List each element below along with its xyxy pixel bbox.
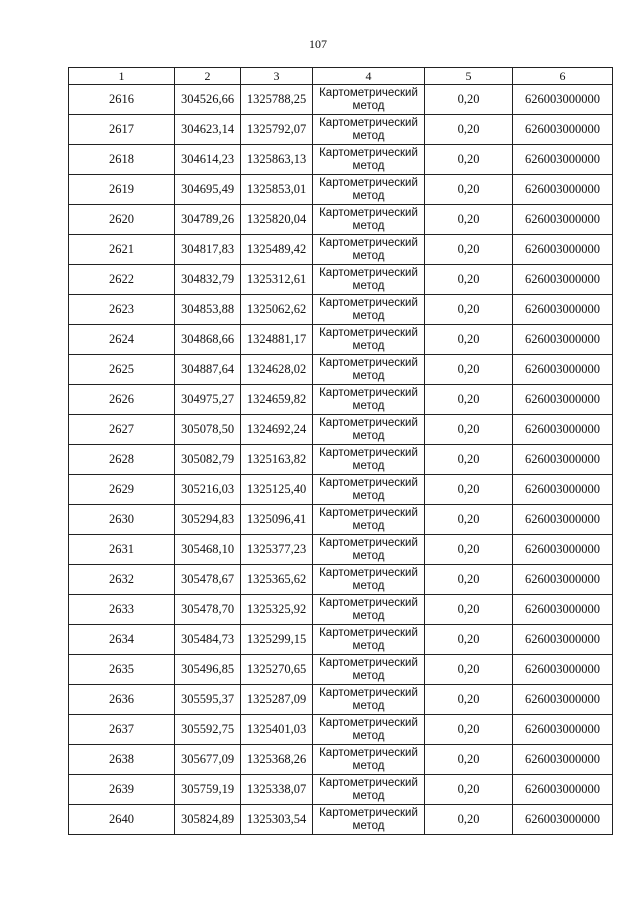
x-coordinate-cell: 304789,26 — [175, 205, 241, 235]
method-cell — [313, 355, 425, 385]
point-number-cell: 2633 — [69, 595, 175, 625]
code-cell: 626003000000 — [513, 235, 613, 265]
code-cell: 626003000000 — [513, 715, 613, 745]
point-number-cell: 2634 — [69, 625, 175, 655]
method-line-2: метод — [352, 369, 385, 382]
method-cell — [313, 715, 425, 745]
method-cell — [313, 775, 425, 805]
x-coordinate-cell: 305484,73 — [175, 625, 241, 655]
x-coordinate-cell: 304695,49 — [175, 175, 241, 205]
y-coordinate-cell: 1325377,23 — [241, 535, 313, 565]
coordinates-table — [68, 67, 613, 835]
method-line-1: Картометрический — [319, 596, 418, 609]
accuracy-cell: 0,20 — [425, 205, 513, 235]
x-coordinate-cell: 305824,89 — [175, 805, 241, 835]
point-number-cell: 2628 — [69, 445, 175, 475]
method-line-2: метод — [352, 759, 385, 772]
accuracy-cell: 0,20 — [425, 445, 513, 475]
method-cell — [313, 745, 425, 775]
x-coordinate-cell: 304614,23 — [175, 145, 241, 175]
method-line-2: метод — [352, 699, 385, 712]
point-number-cell: 2623 — [69, 295, 175, 325]
method-line-1: Картометрический — [319, 416, 418, 429]
x-coordinate-cell: 304853,88 — [175, 295, 241, 325]
header-col-2: 2 — [175, 68, 241, 85]
table-row — [69, 265, 613, 295]
y-coordinate-cell: 1325338,07 — [241, 775, 313, 805]
point-number-cell: 2640 — [69, 805, 175, 835]
y-coordinate-cell: 1325489,42 — [241, 235, 313, 265]
y-coordinate-cell: 1324659,82 — [241, 385, 313, 415]
x-coordinate-cell: 305496,85 — [175, 655, 241, 685]
method-line-2: метод — [352, 579, 385, 592]
table-row — [69, 145, 613, 175]
method-line-2: метод — [352, 249, 385, 262]
code-cell: 626003000000 — [513, 595, 613, 625]
method-line-2: метод — [352, 129, 385, 142]
point-number-cell: 2636 — [69, 685, 175, 715]
table-row — [69, 775, 613, 805]
code-cell: 626003000000 — [513, 655, 613, 685]
method-cell — [313, 685, 425, 715]
x-coordinate-cell: 305595,37 — [175, 685, 241, 715]
accuracy-cell: 0,20 — [425, 85, 513, 115]
point-number-cell: 2632 — [69, 565, 175, 595]
method-line-2: метод — [352, 99, 385, 112]
accuracy-cell: 0,20 — [425, 775, 513, 805]
method-cell — [313, 595, 425, 625]
table-row — [69, 415, 613, 445]
code-cell: 626003000000 — [513, 385, 613, 415]
method-line-1: Картометрический — [319, 776, 418, 789]
method-line-1: Картометрический — [319, 356, 418, 369]
point-number-cell: 2629 — [69, 475, 175, 505]
y-coordinate-cell: 1325303,54 — [241, 805, 313, 835]
code-cell: 626003000000 — [513, 445, 613, 475]
method-cell — [313, 475, 425, 505]
method-line-2: метод — [352, 459, 385, 472]
accuracy-cell: 0,20 — [425, 805, 513, 835]
code-cell: 626003000000 — [513, 85, 613, 115]
point-number-cell: 2631 — [69, 535, 175, 565]
page-number: 107 — [309, 37, 327, 51]
table-row — [69, 625, 613, 655]
y-coordinate-cell: 1325312,61 — [241, 265, 313, 295]
x-coordinate-cell: 304868,66 — [175, 325, 241, 355]
method-cell — [313, 115, 425, 145]
point-number-cell: 2616 — [69, 85, 175, 115]
point-number-cell: 2635 — [69, 655, 175, 685]
code-cell: 626003000000 — [513, 415, 613, 445]
point-number-cell: 2625 — [69, 355, 175, 385]
method-cell — [313, 265, 425, 295]
code-cell: 626003000000 — [513, 685, 613, 715]
method-line-1: Картометрический — [319, 476, 418, 489]
method-line-1: Картометрический — [319, 146, 418, 159]
method-cell — [313, 295, 425, 325]
table-row — [69, 385, 613, 415]
accuracy-cell: 0,20 — [425, 415, 513, 445]
method-line-1: Картометрический — [319, 386, 418, 399]
point-number-cell: 2630 — [69, 505, 175, 535]
method-line-1: Картометрический — [319, 506, 418, 519]
method-line-2: метод — [352, 609, 385, 622]
method-line-2: метод — [352, 819, 385, 832]
code-cell: 626003000000 — [513, 625, 613, 655]
x-coordinate-cell: 304832,79 — [175, 265, 241, 295]
accuracy-cell: 0,20 — [425, 505, 513, 535]
x-coordinate-cell: 305478,70 — [175, 595, 241, 625]
accuracy-cell: 0,20 — [425, 565, 513, 595]
accuracy-cell: 0,20 — [425, 745, 513, 775]
code-cell: 626003000000 — [513, 775, 613, 805]
header-col-4: 4 — [313, 68, 425, 85]
method-cell — [313, 175, 425, 205]
header-row — [69, 68, 613, 85]
table-row — [69, 595, 613, 625]
y-coordinate-cell: 1324881,17 — [241, 325, 313, 355]
method-line-1: Картометрический — [319, 236, 418, 249]
x-coordinate-cell: 305468,10 — [175, 535, 241, 565]
method-line-1: Картометрический — [319, 176, 418, 189]
accuracy-cell: 0,20 — [425, 685, 513, 715]
method-line-1: Картометрический — [319, 656, 418, 669]
method-line-2: метод — [352, 669, 385, 682]
code-cell: 626003000000 — [513, 265, 613, 295]
method-line-1: Картометрический — [319, 86, 418, 99]
table-row — [69, 475, 613, 505]
method-line-2: метод — [352, 339, 385, 352]
method-line-2: метод — [352, 219, 385, 232]
header-col-6: 6 — [513, 68, 613, 85]
method-line-1: Картометрический — [319, 536, 418, 549]
point-number-cell: 2639 — [69, 775, 175, 805]
table-row — [69, 175, 613, 205]
method-line-2: метод — [352, 549, 385, 562]
method-line-2: метод — [352, 519, 385, 532]
table-row — [69, 535, 613, 565]
method-line-1: Картометрический — [319, 206, 418, 219]
x-coordinate-cell: 305592,75 — [175, 715, 241, 745]
method-line-1: Картометрический — [319, 686, 418, 699]
x-coordinate-cell: 304623,14 — [175, 115, 241, 145]
method-cell — [313, 415, 425, 445]
table-row — [69, 655, 613, 685]
code-cell: 626003000000 — [513, 355, 613, 385]
x-coordinate-cell: 305677,09 — [175, 745, 241, 775]
y-coordinate-cell: 1324628,02 — [241, 355, 313, 385]
method-cell — [313, 625, 425, 655]
method-cell — [313, 505, 425, 535]
method-cell — [313, 85, 425, 115]
header-col-5: 5 — [425, 68, 513, 85]
x-coordinate-cell: 305078,50 — [175, 415, 241, 445]
code-cell: 626003000000 — [513, 175, 613, 205]
code-cell: 626003000000 — [513, 325, 613, 355]
method-line-2: метод — [352, 729, 385, 742]
method-line-1: Картометрический — [319, 116, 418, 129]
table-row — [69, 715, 613, 745]
accuracy-cell: 0,20 — [425, 355, 513, 385]
y-coordinate-cell: 1325125,40 — [241, 475, 313, 505]
point-number-cell: 2619 — [69, 175, 175, 205]
method-line-2: метод — [352, 189, 385, 202]
point-number-cell: 2637 — [69, 715, 175, 745]
y-coordinate-cell: 1325062,62 — [241, 295, 313, 325]
accuracy-cell: 0,20 — [425, 115, 513, 145]
table-row — [69, 235, 613, 265]
table-row — [69, 805, 613, 835]
point-number-cell: 2627 — [69, 415, 175, 445]
method-line-1: Картометрический — [319, 566, 418, 579]
code-cell: 626003000000 — [513, 565, 613, 595]
method-line-1: Картометрический — [319, 626, 418, 639]
accuracy-cell: 0,20 — [425, 535, 513, 565]
table-row — [69, 445, 613, 475]
accuracy-cell: 0,20 — [425, 715, 513, 745]
header-col-1: 1 — [69, 68, 175, 85]
point-number-cell: 2626 — [69, 385, 175, 415]
code-cell: 626003000000 — [513, 745, 613, 775]
table-row — [69, 295, 613, 325]
y-coordinate-cell: 1325863,13 — [241, 145, 313, 175]
method-cell — [313, 145, 425, 175]
code-cell: 626003000000 — [513, 295, 613, 325]
accuracy-cell: 0,20 — [425, 385, 513, 415]
y-coordinate-cell: 1324692,24 — [241, 415, 313, 445]
table-row — [69, 685, 613, 715]
method-cell — [313, 385, 425, 415]
method-cell — [313, 205, 425, 235]
x-coordinate-cell: 305294,83 — [175, 505, 241, 535]
x-coordinate-cell: 304526,66 — [175, 85, 241, 115]
method-cell — [313, 805, 425, 835]
table-row — [69, 505, 613, 535]
point-number-cell: 2620 — [69, 205, 175, 235]
code-cell: 626003000000 — [513, 475, 613, 505]
method-cell — [313, 325, 425, 355]
method-line-2: метод — [352, 159, 385, 172]
y-coordinate-cell: 1325401,03 — [241, 715, 313, 745]
method-cell — [313, 535, 425, 565]
code-cell: 626003000000 — [513, 505, 613, 535]
header-col-3: 3 — [241, 68, 313, 85]
point-number-cell: 2618 — [69, 145, 175, 175]
y-coordinate-cell: 1325270,65 — [241, 655, 313, 685]
y-coordinate-cell: 1325325,92 — [241, 595, 313, 625]
method-line-2: метод — [352, 489, 385, 502]
point-number-cell: 2624 — [69, 325, 175, 355]
accuracy-cell: 0,20 — [425, 175, 513, 205]
method-line-2: метод — [352, 309, 385, 322]
point-number-cell: 2621 — [69, 235, 175, 265]
point-number-cell: 2617 — [69, 115, 175, 145]
code-cell: 626003000000 — [513, 535, 613, 565]
accuracy-cell: 0,20 — [425, 655, 513, 685]
method-line-1: Картометрический — [319, 446, 418, 459]
table-row — [69, 325, 613, 355]
table-row — [69, 745, 613, 775]
method-line-1: Картометрический — [319, 326, 418, 339]
method-line-2: метод — [352, 279, 385, 292]
accuracy-cell: 0,20 — [425, 595, 513, 625]
y-coordinate-cell: 1325853,01 — [241, 175, 313, 205]
x-coordinate-cell: 304817,83 — [175, 235, 241, 265]
table-row — [69, 85, 613, 115]
method-cell — [313, 655, 425, 685]
point-number-cell: 2622 — [69, 265, 175, 295]
table-header — [69, 68, 613, 85]
method-line-2: метод — [352, 399, 385, 412]
y-coordinate-cell: 1325365,62 — [241, 565, 313, 595]
y-coordinate-cell: 1325163,82 — [241, 445, 313, 475]
method-line-1: Картометрический — [319, 716, 418, 729]
method-cell — [313, 445, 425, 475]
table-row — [69, 565, 613, 595]
code-cell: 626003000000 — [513, 205, 613, 235]
x-coordinate-cell: 304975,27 — [175, 385, 241, 415]
code-cell: 626003000000 — [513, 145, 613, 175]
accuracy-cell: 0,20 — [425, 625, 513, 655]
x-coordinate-cell: 305759,19 — [175, 775, 241, 805]
y-coordinate-cell: 1325368,26 — [241, 745, 313, 775]
y-coordinate-cell: 1325788,25 — [241, 85, 313, 115]
y-coordinate-cell: 1325820,04 — [241, 205, 313, 235]
y-coordinate-cell: 1325792,07 — [241, 115, 313, 145]
x-coordinate-cell: 305478,67 — [175, 565, 241, 595]
table-row — [69, 115, 613, 145]
method-line-1: Картометрический — [319, 296, 418, 309]
accuracy-cell: 0,20 — [425, 325, 513, 355]
method-line-2: метод — [352, 639, 385, 652]
method-line-1: Картометрический — [319, 746, 418, 759]
method-line-1: Картометрический — [319, 806, 418, 819]
table-body — [69, 85, 613, 835]
accuracy-cell: 0,20 — [425, 265, 513, 295]
code-cell: 626003000000 — [513, 115, 613, 145]
x-coordinate-cell: 305216,03 — [175, 475, 241, 505]
code-cell: 626003000000 — [513, 805, 613, 835]
table-row — [69, 355, 613, 385]
y-coordinate-cell: 1325096,41 — [241, 505, 313, 535]
x-coordinate-cell: 305082,79 — [175, 445, 241, 475]
accuracy-cell: 0,20 — [425, 145, 513, 175]
method-cell — [313, 235, 425, 265]
method-line-1: Картометрический — [319, 266, 418, 279]
x-coordinate-cell: 304887,64 — [175, 355, 241, 385]
method-line-2: метод — [352, 429, 385, 442]
accuracy-cell: 0,20 — [425, 295, 513, 325]
method-line-2: метод — [352, 789, 385, 802]
point-number-cell: 2638 — [69, 745, 175, 775]
method-cell — [313, 565, 425, 595]
accuracy-cell: 0,20 — [425, 235, 513, 265]
table-row — [69, 205, 613, 235]
y-coordinate-cell: 1325287,09 — [241, 685, 313, 715]
y-coordinate-cell: 1325299,15 — [241, 625, 313, 655]
accuracy-cell: 0,20 — [425, 475, 513, 505]
